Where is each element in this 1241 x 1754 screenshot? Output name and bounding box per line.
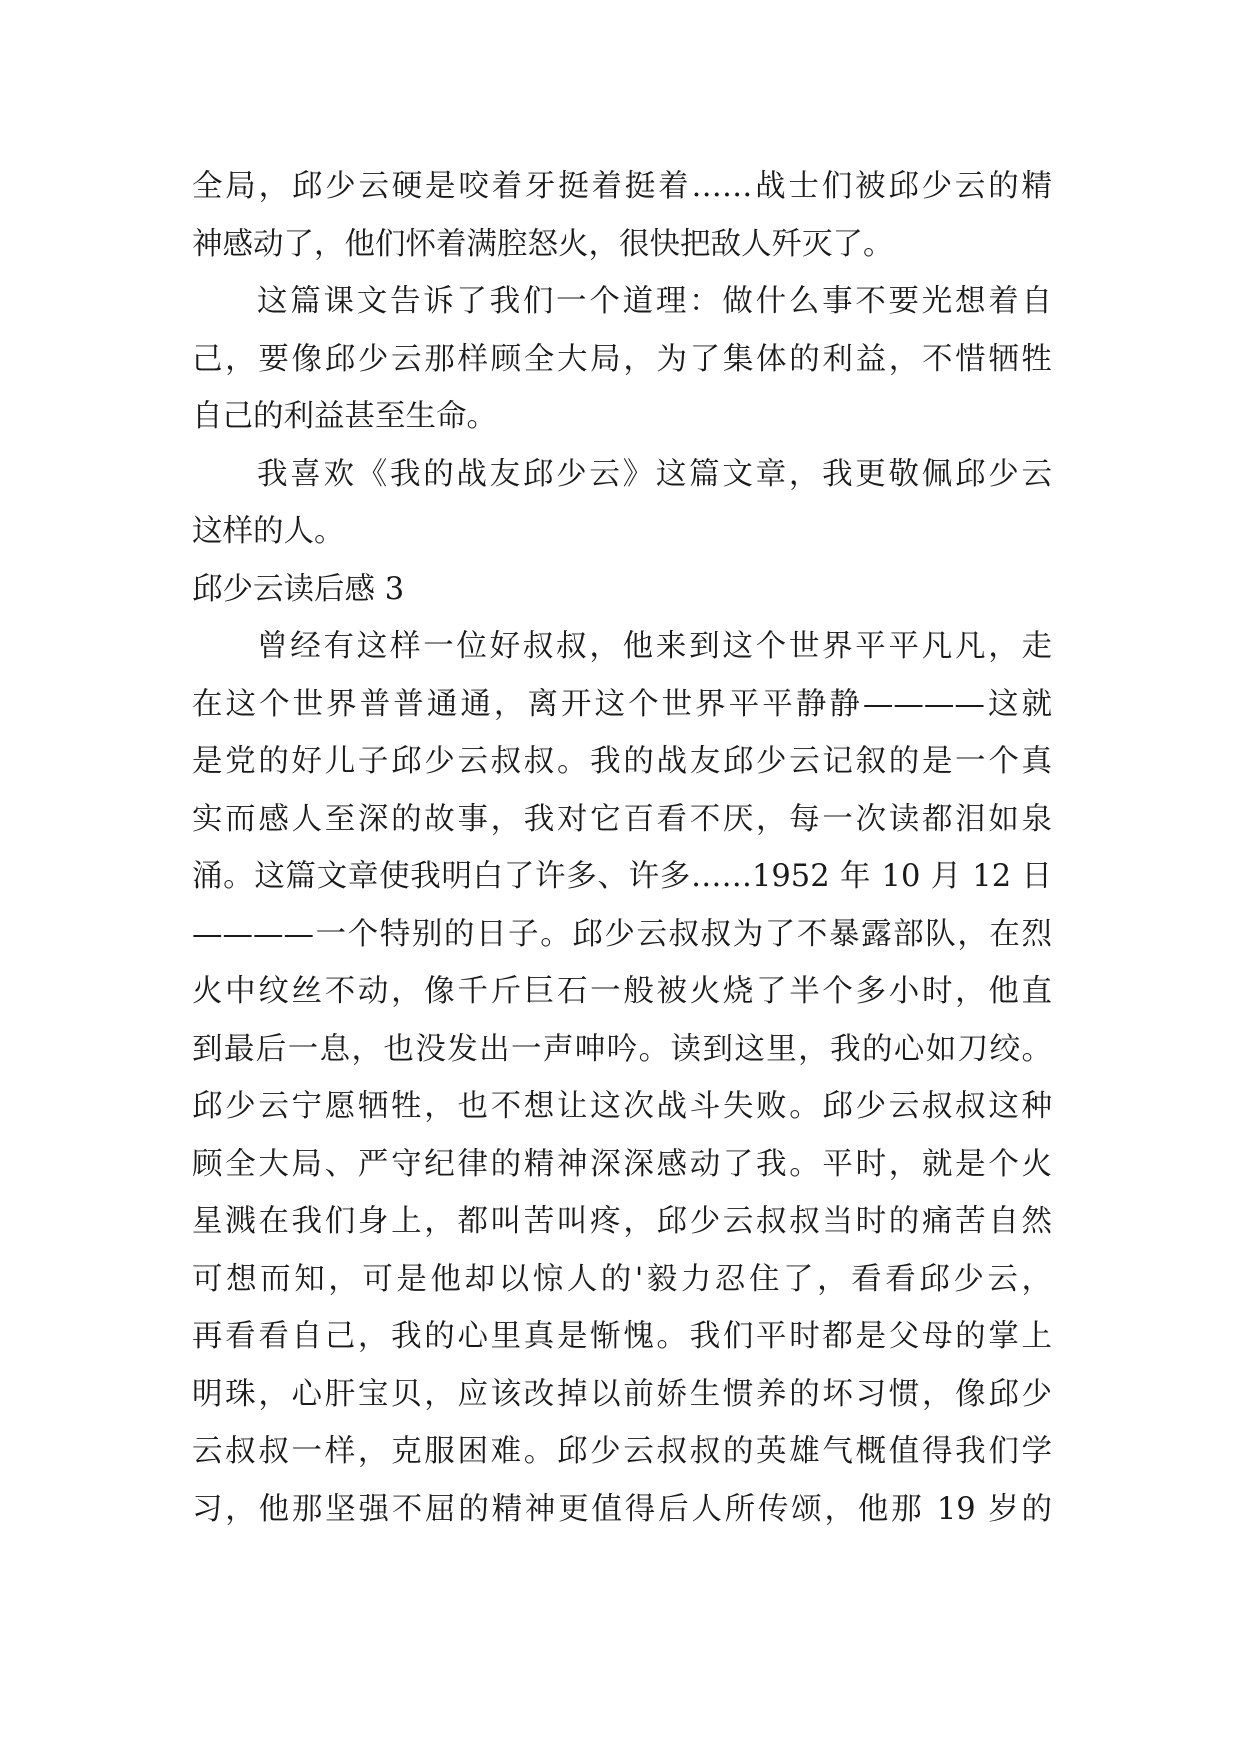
paragraph-line: 我喜欢《我的战友邱少云》这篇文章，我更敬佩邱少云 (257, 456, 1052, 492)
paragraph-line: 全局，邱少云硬是咬着牙挺着挺着……战士们被邱少云的精 (192, 169, 1052, 204)
paragraph-line: 实而感人至深的故事，我对它百看不厌，每一次读都泪如泉 (192, 801, 1052, 837)
paragraph-line: 火中纹丝不动，像千斤巨石一般被火烧了半个多小时，他直 (192, 974, 1052, 1009)
paragraph-line: 到最后一息，也没发出一声呻吟。读到这里，我的心如刀绞。 (192, 1031, 1052, 1067)
paragraph-line: 神感动了，他们怀着满腔怒火，很快把敌人歼灭了。 (192, 226, 894, 262)
paragraph-line: 曾经有这样一位好叔叔，他来到这个世界平平凡凡，走 (257, 629, 1052, 664)
paragraph-line: 在这个世界普普通通，离开这个世界平平静静————这就 (192, 686, 1052, 722)
paragraph-line: 习，他那坚强不屈的精神更值得后人所传颂，他那 19 岁的 (192, 1491, 1052, 1527)
paragraph-line: 涌。这篇文章使我明白了许多、许多……1952 年 10 月 12 日 (192, 859, 1052, 894)
paragraph-line: 自己的利益甚至生命。 (192, 399, 497, 434)
paragraph-line: ————一个特别的日子。邱少云叔叔为了不暴露部队，在烈 (192, 916, 1052, 952)
paragraph-line: 这样的人。 (192, 514, 345, 549)
paragraph-line: 顾全大局、严守纪律的精神深深感动了我。平时，就是个火 (192, 1146, 1052, 1182)
paragraph-line: 再看看自己，我的心里真是惭愧。我们平时都是父母的掌上 (192, 1319, 1052, 1354)
paragraph-line: 云叔叔一样，克服困难。邱少云叔叔的英雄气概值得我们学 (192, 1434, 1052, 1469)
paragraph-line: 星溅在我们身上，都叫苦叫疼，邱少云叔叔当时的痛苦自然 (192, 1204, 1052, 1239)
paragraph-line: 这篇课文告诉了我们一个道理：做什么事不要光想着自 (257, 284, 1052, 319)
paragraph-line: 可想而知，可是他却以惊人的'毅力忍住了，看看邱少云， (192, 1261, 1052, 1297)
paragraph-line: 己，要像邱少云那样顾全大局，为了集体的利益，不惜牺牲 (192, 341, 1052, 377)
paragraph-line: 是党的好儿子邱少云叔叔。我的战友邱少云记叙的是一个真 (192, 744, 1052, 779)
section-heading: 邱少云读后感 3 (192, 571, 405, 607)
document-body (192, 158, 1052, 1538)
paragraph-line: 明珠，心肝宝贝，应该改掉以前娇生惯养的坏习惯，像邱少 (192, 1376, 1052, 1412)
paragraph-line: 邱少云宁愿牺牲，也不想让这次战斗失败。邱少云叔叔这种 (192, 1089, 1052, 1124)
